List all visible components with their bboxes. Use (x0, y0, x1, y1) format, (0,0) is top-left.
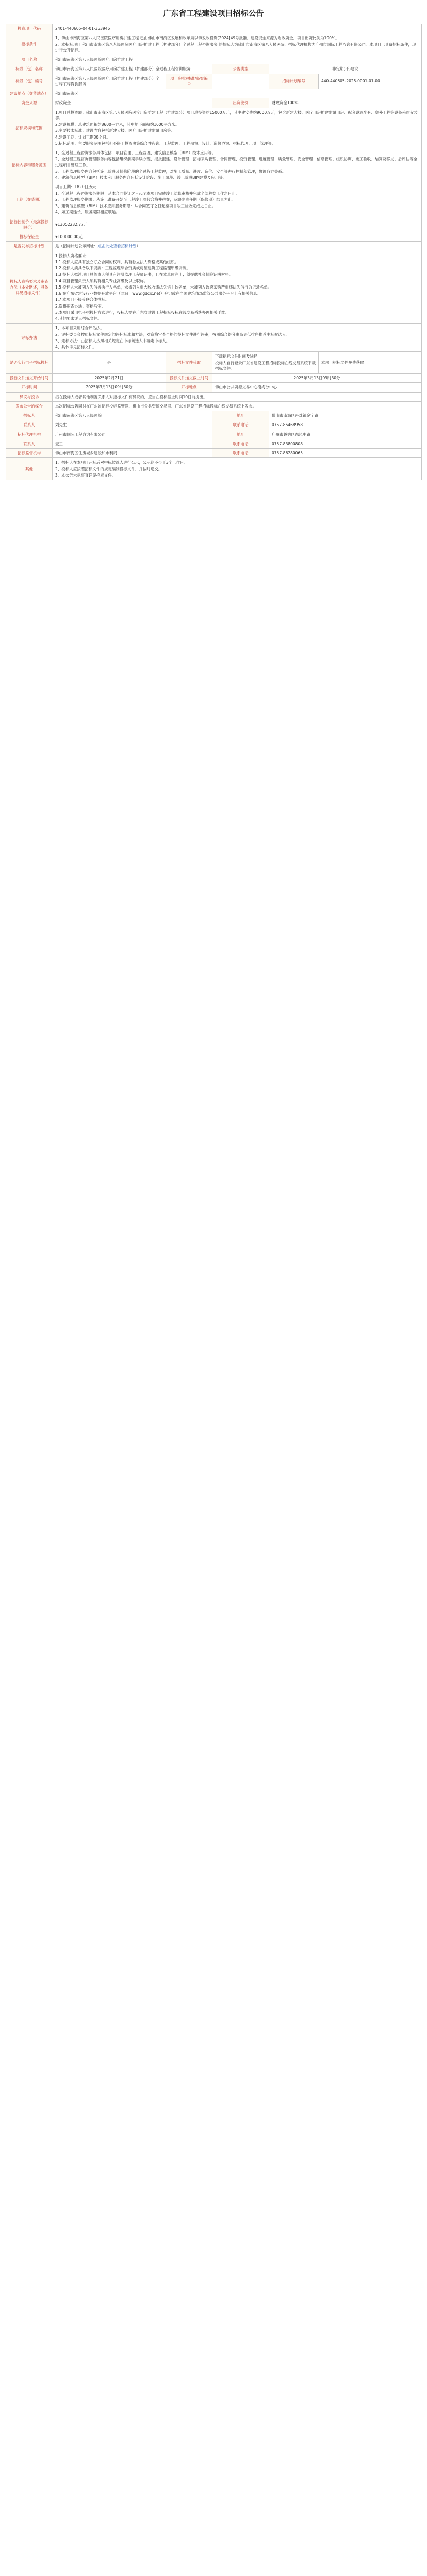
duration-para: 2、工程监理服务期限：从施工准备开始至工程竣工验收合格并移交，及缺陷责任期（保修期）结束为止。 (55, 197, 236, 202)
file-time: 下载招标文件时间及途径 (215, 354, 258, 359)
plan-code-label: 招标计划编号 (269, 74, 319, 89)
service-label: 招标内容和服务范围 (6, 148, 53, 182)
row-project-name (6, 55, 422, 64)
evaluation-para: 1、本项目采用综合评估法。 (55, 326, 104, 331)
row-conditions (6, 33, 422, 55)
agent-contact: 麦工 (53, 439, 212, 448)
scope-para: 5.招标范围：主要服务范围包括但不限于投资决策综合性咨询、工程监理、工程勘察、设计、造价咨询、招标代理、项目管理等。 (55, 141, 276, 146)
row-file (6, 352, 422, 374)
sign-value: 是 (53, 352, 166, 374)
notice-wrapper (6, 0, 421, 483)
row-plan (6, 242, 422, 251)
other-label: 其他 (6, 458, 53, 480)
row-agent (6, 430, 422, 439)
fund-ratio-label: 出资比例 (212, 98, 269, 108)
file-method: 投标人自行登录广东省建设工程招标投标在线交易系统下载招标文件。 (215, 360, 316, 371)
plan-value: 是（招标计划公示网址： (55, 244, 98, 249)
agent-phone-label: 联系电话 (212, 439, 269, 448)
scope-para: 4.建设工期：计划工期30个月。 (55, 134, 110, 140)
row-project-code (6, 24, 422, 33)
sign-label: 是否实行电子招标投标 (6, 352, 53, 374)
scope (53, 108, 422, 148)
row-supervisor (6, 449, 422, 458)
tenderer-phone-label: 联系电话 (212, 420, 269, 430)
evaluation-para: 4、具体详见招标文件。 (55, 345, 96, 349)
tenderer-addr-label: 地址 (212, 411, 269, 420)
section-name: 佛山市南海区第八人民医院医疗用房扩建工程（扩建部分）全过程工程咨询服务 (53, 64, 212, 74)
open-time: 2025年3月13日09时30分 (53, 383, 166, 392)
deposit: ¥100000.00元 (53, 232, 422, 242)
row-fund (6, 98, 422, 108)
duration-para: 项目工期：1820日历天 (55, 184, 96, 190)
evaluation-para: 2、评标委员会按照招标文件规定的评标标准和方法，对资格审查合格的投标文件进行评审，按照综合得分由高到低排序推荐中标候选人。 (55, 332, 290, 337)
deposit-label: 投标保证金 (6, 232, 53, 242)
service-para: 4、建筑信息模型（BIM）技术应用服务内容包括设计阶段、施工阶段、竣工阶段BIM建模及应用等。 (55, 175, 227, 180)
plan-link[interactable]: 点击此处查看招标计划 (97, 244, 137, 249)
section-code: 佛山市南海区第八人民医院医疗用房扩建工程（扩建部分）全过程工程咨询服务 (53, 74, 166, 89)
bid-start: 2025年2月21日 (53, 374, 166, 383)
supervisor-phone: 0757-86280065 (269, 449, 422, 458)
plan-label: 是否发布招标计划 (6, 242, 53, 251)
qualification-para: 1.7 本项目不接受联合体投标。 (55, 297, 109, 302)
tenderer: 佛山市南海区第八人民医院 (53, 411, 212, 420)
other-para: 3、本公告未尽事宜详见招标文件。 (55, 472, 116, 478)
row-location (6, 89, 422, 98)
approval-code-label: 项目审批/核准/备案编号 (166, 74, 212, 89)
qualification-para: 1.4 项目管理负责人须具有相关专业高级及以上职称。 (55, 278, 148, 283)
file-label: 招标文件获取 (166, 352, 212, 374)
plan-tail: ） (136, 244, 140, 249)
qualification-label: 投标人资格要求及审查办法（本处略述，具体详见招标文件） (6, 251, 53, 324)
agent-addr: 广州市越秀区东风中路 (269, 430, 422, 439)
row-open (6, 383, 422, 392)
bid-deadline-label: 投标文件递交截止时间 (166, 374, 212, 383)
row-duration (6, 182, 422, 217)
row-qualification (6, 251, 422, 324)
agent-addr-label: 地址 (212, 430, 269, 439)
section-name-label: 标段（包）名称 (6, 64, 53, 74)
qualification-para: 1.5 投标人未被列入失信被执行人名单，未被列入重大税收违法失信主体名单，未被列入政府采购严重违法失信行为记录名单。 (55, 284, 272, 290)
service (53, 148, 422, 182)
scope-para: 2.建设规模：总建筑面积约8600平方米，其中地下面积约1600平方米。 (55, 122, 179, 127)
fund-ratio: 财政资金100% (269, 98, 422, 108)
duration-para: 4、如工期延长，服务期限相应顺延。 (55, 210, 120, 215)
bid-deadline: 2025年3月13日09时30分 (212, 374, 422, 383)
media: 本次招标公告同时在广东省招标投标监管网、佛山市公共资源交易网、广东省建设工程招标投标在线交易系统上发布。 (53, 401, 422, 411)
agent-phone: 0757-83800808 (269, 439, 422, 448)
project-name: 佛山市南海区第八人民医院医疗用房扩建工程 (53, 55, 422, 64)
objection: 潜在投标人或者其他利害关系人对招标文件有异议的，应当在投标截止时间10日前提出。 (53, 392, 422, 401)
conditions-para: 2、本招标项目 佛山市南海区第八人民医院医疗用房扩建工程（扩建部分）全过程工程咨询服务 的招标人为佛山市南海区第八人民医院，招标代理机构为广州市国际工程咨询有限公司。本项目已具备招标条件，现进行公开招标。 (55, 42, 416, 53)
media-label: 发布公告的媒介 (6, 401, 53, 411)
open-time-label: 开标时间 (6, 383, 53, 392)
evaluation-label: 评标办法 (6, 324, 53, 352)
service-para: 1、全过程工程咨询服务具体包括：项目管理、工程监理、建筑信息模型（BIM）技术应用等。 (55, 150, 216, 155)
row-section-code (6, 74, 422, 89)
qualification-para: 1.2 投标人须具备以下资质：工程监理综合资质或房屋建筑工程监理甲级资质。 (55, 266, 190, 270)
ceiling-label: 招标控制价（最高投标限价） (6, 217, 53, 232)
row-media (6, 401, 422, 411)
row-objection (6, 392, 422, 401)
evaluation-para: 3、定标方法：由招标人按照相关规定在中标候选人中确定中标人。 (55, 338, 170, 343)
tenderer-addr: 佛山市南海区丹灶镇金宁路 (269, 411, 422, 420)
project-name-label: 项目名称 (6, 55, 53, 64)
conditions-label: 招标条件 (6, 33, 53, 55)
qualification (53, 251, 422, 324)
row-agent-contact (6, 439, 422, 448)
row-ceiling (6, 217, 422, 232)
row-service (6, 148, 422, 182)
scope-para: 1.项目总投资额：佛山市南海区第八人民医院医疗用房扩建工程（扩建部分）项目总投资约15000万元，其中建安费约9000万元，包含新建大楼、医疗用房扩建附属用房、配套设施配套、室外工程等设备采购安装等。 (55, 110, 418, 121)
other-para: 2、投标人应按照招标文件的规定编制投标文件，并按时递交。 (55, 466, 162, 471)
qualification-para: 3.本项目采用电子招投标方式进行，投标人需在广东省建设工程招标投标在线交易系统办理相关手续。 (55, 310, 229, 315)
notice-table (6, 24, 422, 480)
other (53, 458, 422, 480)
scope-label: 招标规模和范围 (6, 108, 53, 148)
open-place: 佛山市公共资源交易中心南海分中心 (212, 383, 422, 392)
service-para: 2、全过程工程咨询管理服务内容包括组织前期手续办理、报批报建、设计管理、招标采购管理、合同管理、投资管理、进度管理、质量管理、安全管理、信息管理、组织协调、竣工验收、结算及移交、后评估等全过程项目管理工作。 (55, 157, 418, 167)
row-tenderer-contact (6, 420, 422, 430)
ceiling: ¥13052232.77元 (53, 217, 422, 232)
row-section-name (6, 64, 422, 74)
row-evaluation (6, 324, 422, 352)
qualification-para: 2.资格审查办法：资格后审。 (55, 303, 106, 309)
duration-para: 3、建筑信息模型（BIM）技术应用服务期限：从合同签订之日起至项目竣工验收完成之日止。 (55, 204, 216, 208)
plan-code: 440-440605-2025-0001-01-00 (319, 74, 422, 89)
qualification-para: 1.6 在广东省建设行业数据开放平台（网站：www.gdcic.net）登记或在全国建筑市场监管公共服务平台上有相关信息。 (55, 291, 261, 296)
qualification-para: 1.1 投标人应具有独立订立合同的权利，具有独立法人资格或其他组织。 (55, 259, 179, 264)
row-tenderer (6, 411, 422, 420)
tenderer-contact: 刘先生 (53, 420, 212, 430)
tenderer-contact-label: 联系人 (6, 420, 53, 430)
other-para: 1、招标人在本项目开标后对中标候选人进行公示，公示期不少于3个工作日。 (55, 460, 188, 465)
tenderer-phone: 0757-85468958 (269, 420, 422, 430)
announcement-type: 非定期(不)建议 (269, 64, 422, 74)
qualification-para: 4.其他要求详见招标文件。 (55, 316, 102, 321)
agent-label: 招标代理机构 (6, 430, 53, 439)
approval-code (212, 74, 269, 89)
announcement-type-label: 公告类型 (212, 64, 269, 74)
file-note: 本项目招标文件免费获取 (319, 352, 422, 374)
evaluation (53, 324, 422, 352)
conditions (53, 33, 422, 55)
open-place-label: 开标地点 (166, 383, 212, 392)
row-bid-times (6, 374, 422, 383)
duration (53, 182, 422, 217)
service-para: 3、工程监理服务内容包括施工阶段及保修阶段的全过程工程监理，对施工质量、进度、造价、安全等进行控制和管理，协调各方关系。 (55, 168, 286, 174)
row-scope (6, 108, 422, 148)
project-code-label: 投资项目代码 (6, 24, 53, 33)
section-code-label: 标段（包）编号 (6, 74, 53, 89)
supervisor-phone-label: 联系电话 (212, 449, 269, 458)
fund-source-label: 资金来源 (6, 98, 53, 108)
page-bottom-padding (6, 480, 421, 483)
conditions-para: 1、佛山市南海区第八人民医院医疗用房扩建工程 已由佛山市南海区发展和改革局以佛发改投资[2024]49号批准，建设资金来源为财政资金，项目出资比例为100%。 (55, 36, 339, 41)
tenderer-label: 招标人 (6, 411, 53, 420)
location: 佛山市南海区 (53, 89, 422, 98)
file-value (212, 352, 319, 374)
scope-para: 3.主要技术标准：建设内容包括新建大楼、医疗用房扩建附属用房等。 (55, 128, 175, 133)
page-title: 广东省工程建设项目招标公告 (163, 9, 264, 18)
supervisor: 佛山市南海区住房城乡建设和水利局 (53, 449, 212, 458)
qualification-para: 1.3 投标人拟派项目总负责人须具有注册监理工程师证书，且在本单位注册；须提供社会保险证明材料。 (55, 272, 233, 277)
qualification-para: 1.投标人资格要求： (55, 253, 90, 258)
objection-label: 异议与投诉 (6, 392, 53, 401)
agent: 广州市国际工程咨询有限公司 (53, 430, 212, 439)
bid-start-label: 投标文件递交开始时间 (6, 374, 53, 383)
row-deposit (6, 232, 422, 242)
project-code: 2401-440605-04-01-353946 (53, 24, 422, 33)
location-label: 建设地点（交货地点） (6, 89, 53, 98)
duration-para: 1、全过程工程咨询服务期限：从本合同签订之日起至本项目完成竣工结算审核并完成全部移交工作之日止。 (55, 191, 240, 196)
duration-label: 工期（交货期） (6, 182, 53, 217)
plan (53, 242, 422, 251)
fund-source: 财政资金 (53, 98, 212, 108)
supervisor-label: 招标监督机构 (6, 449, 53, 458)
row-other (6, 458, 422, 480)
agent-contact-label: 联系人 (6, 439, 53, 448)
